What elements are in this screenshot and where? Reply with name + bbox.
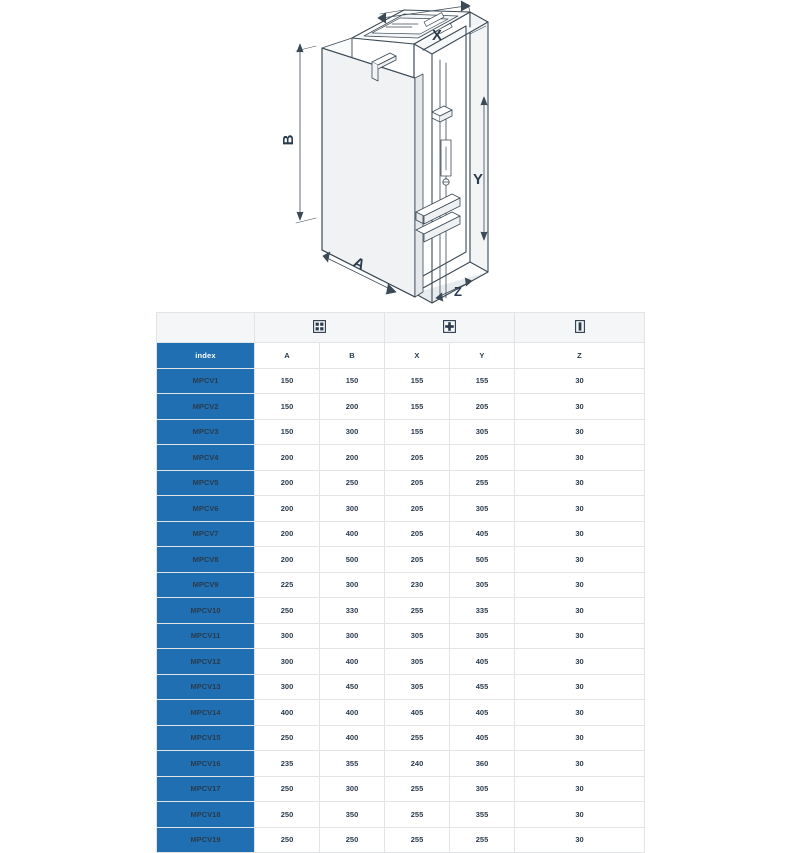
row-a: 300 <box>255 623 320 649</box>
row-y: 405 <box>450 725 515 751</box>
table-row <box>157 419 645 445</box>
row-z: 30 <box>515 623 645 649</box>
row-index: MPCV6 <box>157 496 255 522</box>
row-a: 200 <box>255 445 320 471</box>
row-z: 30 <box>515 394 645 420</box>
table-row <box>157 521 645 547</box>
specification-table <box>156 312 644 853</box>
row-index: MPCV4 <box>157 445 255 471</box>
row-x: 255 <box>385 598 450 624</box>
row-z: 30 <box>515 368 645 394</box>
table-row <box>157 776 645 802</box>
row-y: 355 <box>450 802 515 828</box>
dimension-label-z: Z <box>454 284 462 299</box>
table-row <box>157 700 645 726</box>
row-x: 305 <box>385 649 450 675</box>
dimension-label-a: A <box>350 253 368 274</box>
row-b: 450 <box>320 674 385 700</box>
row-index: MPCV16 <box>157 751 255 777</box>
table-icon-row <box>157 313 645 343</box>
row-index: MPCV1 <box>157 368 255 394</box>
row-z: 30 <box>515 419 645 445</box>
row-a: 250 <box>255 827 320 853</box>
row-index: MPCV17 <box>157 776 255 802</box>
row-index: MPCV5 <box>157 470 255 496</box>
row-a: 150 <box>255 394 320 420</box>
row-a: 300 <box>255 674 320 700</box>
row-z: 30 <box>515 751 645 777</box>
row-x: 205 <box>385 445 450 471</box>
row-x: 205 <box>385 496 450 522</box>
row-z: 30 <box>515 700 645 726</box>
row-b: 300 <box>320 623 385 649</box>
table-row <box>157 598 645 624</box>
row-index: MPCV8 <box>157 547 255 573</box>
row-index: MPCV9 <box>157 572 255 598</box>
row-x: 305 <box>385 623 450 649</box>
row-b: 200 <box>320 445 385 471</box>
row-x: 305 <box>385 674 450 700</box>
row-b: 250 <box>320 470 385 496</box>
icon-row-blank <box>157 313 255 343</box>
row-z: 30 <box>515 547 645 573</box>
dimension-label-y: Y <box>472 171 484 188</box>
row-z: 30 <box>515 802 645 828</box>
table-row <box>157 394 645 420</box>
row-a: 200 <box>255 496 320 522</box>
row-index: MPCV19 <box>157 827 255 853</box>
row-a: 250 <box>255 802 320 828</box>
row-index: MPCV2 <box>157 394 255 420</box>
row-index: MPCV11 <box>157 623 255 649</box>
table-row <box>157 674 645 700</box>
table-row <box>157 572 645 598</box>
row-z: 30 <box>515 598 645 624</box>
dimension-label-x: X <box>431 27 443 44</box>
table-row <box>157 802 645 828</box>
row-y: 405 <box>450 649 515 675</box>
row-z: 30 <box>515 470 645 496</box>
row-x: 155 <box>385 394 450 420</box>
row-y: 335 <box>450 598 515 624</box>
row-index: MPCV14 <box>157 700 255 726</box>
row-b: 355 <box>320 751 385 777</box>
row-b: 400 <box>320 649 385 675</box>
row-b: 150 <box>320 368 385 394</box>
header-x: X <box>385 343 450 369</box>
row-x: 240 <box>385 751 450 777</box>
row-y: 505 <box>450 547 515 573</box>
row-a: 150 <box>255 419 320 445</box>
row-y: 205 <box>450 394 515 420</box>
row-x: 205 <box>385 470 450 496</box>
table-row <box>157 827 645 853</box>
table-row <box>157 445 645 471</box>
row-y: 405 <box>450 521 515 547</box>
row-z: 30 <box>515 827 645 853</box>
depth-icon <box>515 313 645 343</box>
row-y: 155 <box>450 368 515 394</box>
row-y: 405 <box>450 700 515 726</box>
row-y: 205 <box>450 445 515 471</box>
row-y: 305 <box>450 776 515 802</box>
row-b: 400 <box>320 521 385 547</box>
row-a: 250 <box>255 598 320 624</box>
row-index: MPCV12 <box>157 649 255 675</box>
header-a: A <box>255 343 320 369</box>
row-index: MPCV7 <box>157 521 255 547</box>
row-a: 235 <box>255 751 320 777</box>
header-b: B <box>320 343 385 369</box>
row-y: 305 <box>450 496 515 522</box>
row-index: MPCV10 <box>157 598 255 624</box>
header-z: Z <box>515 343 645 369</box>
table-row <box>157 496 645 522</box>
row-z: 30 <box>515 776 645 802</box>
row-a: 200 <box>255 470 320 496</box>
row-b: 330 <box>320 598 385 624</box>
row-b: 200 <box>320 394 385 420</box>
dimension-label-b: B <box>280 134 297 146</box>
row-x: 205 <box>385 547 450 573</box>
row-a: 400 <box>255 700 320 726</box>
row-z: 30 <box>515 445 645 471</box>
row-index: MPCV15 <box>157 725 255 751</box>
row-b: 300 <box>320 572 385 598</box>
row-x: 230 <box>385 572 450 598</box>
table-header-row <box>157 343 645 369</box>
row-x: 155 <box>385 419 450 445</box>
table-row <box>157 470 645 496</box>
row-y: 305 <box>450 623 515 649</box>
row-x: 255 <box>385 827 450 853</box>
row-b: 350 <box>320 802 385 828</box>
table-row <box>157 547 645 573</box>
row-index: MPCV3 <box>157 419 255 445</box>
row-y: 255 <box>450 470 515 496</box>
row-z: 30 <box>515 649 645 675</box>
row-z: 30 <box>515 572 645 598</box>
row-x: 255 <box>385 725 450 751</box>
row-b: 400 <box>320 725 385 751</box>
row-a: 300 <box>255 649 320 675</box>
row-x: 405 <box>385 700 450 726</box>
row-a: 200 <box>255 547 320 573</box>
row-a: 200 <box>255 521 320 547</box>
table-row <box>157 725 645 751</box>
row-b: 300 <box>320 776 385 802</box>
frame-cross-icon <box>385 313 515 343</box>
technical-drawing <box>0 0 800 310</box>
row-x: 255 <box>385 802 450 828</box>
row-index: MPCV18 <box>157 802 255 828</box>
row-z: 30 <box>515 674 645 700</box>
row-y: 255 <box>450 827 515 853</box>
row-b: 300 <box>320 419 385 445</box>
table-row <box>157 751 645 777</box>
table-row <box>157 368 645 394</box>
row-y: 360 <box>450 751 515 777</box>
row-a: 225 <box>255 572 320 598</box>
table-row <box>157 623 645 649</box>
row-b: 400 <box>320 700 385 726</box>
row-b: 250 <box>320 827 385 853</box>
row-z: 30 <box>515 521 645 547</box>
row-x: 255 <box>385 776 450 802</box>
row-x: 205 <box>385 521 450 547</box>
row-a: 250 <box>255 725 320 751</box>
header-y: Y <box>450 343 515 369</box>
row-y: 455 <box>450 674 515 700</box>
panel-grid-icon <box>255 313 385 343</box>
row-z: 30 <box>515 496 645 522</box>
header-index: index <box>157 343 255 369</box>
row-z: 30 <box>515 725 645 751</box>
table-row <box>157 649 645 675</box>
row-index: MPCV13 <box>157 674 255 700</box>
row-a: 150 <box>255 368 320 394</box>
row-a: 250 <box>255 776 320 802</box>
row-b: 500 <box>320 547 385 573</box>
row-y: 305 <box>450 572 515 598</box>
row-y: 305 <box>450 419 515 445</box>
row-b: 300 <box>320 496 385 522</box>
row-x: 155 <box>385 368 450 394</box>
